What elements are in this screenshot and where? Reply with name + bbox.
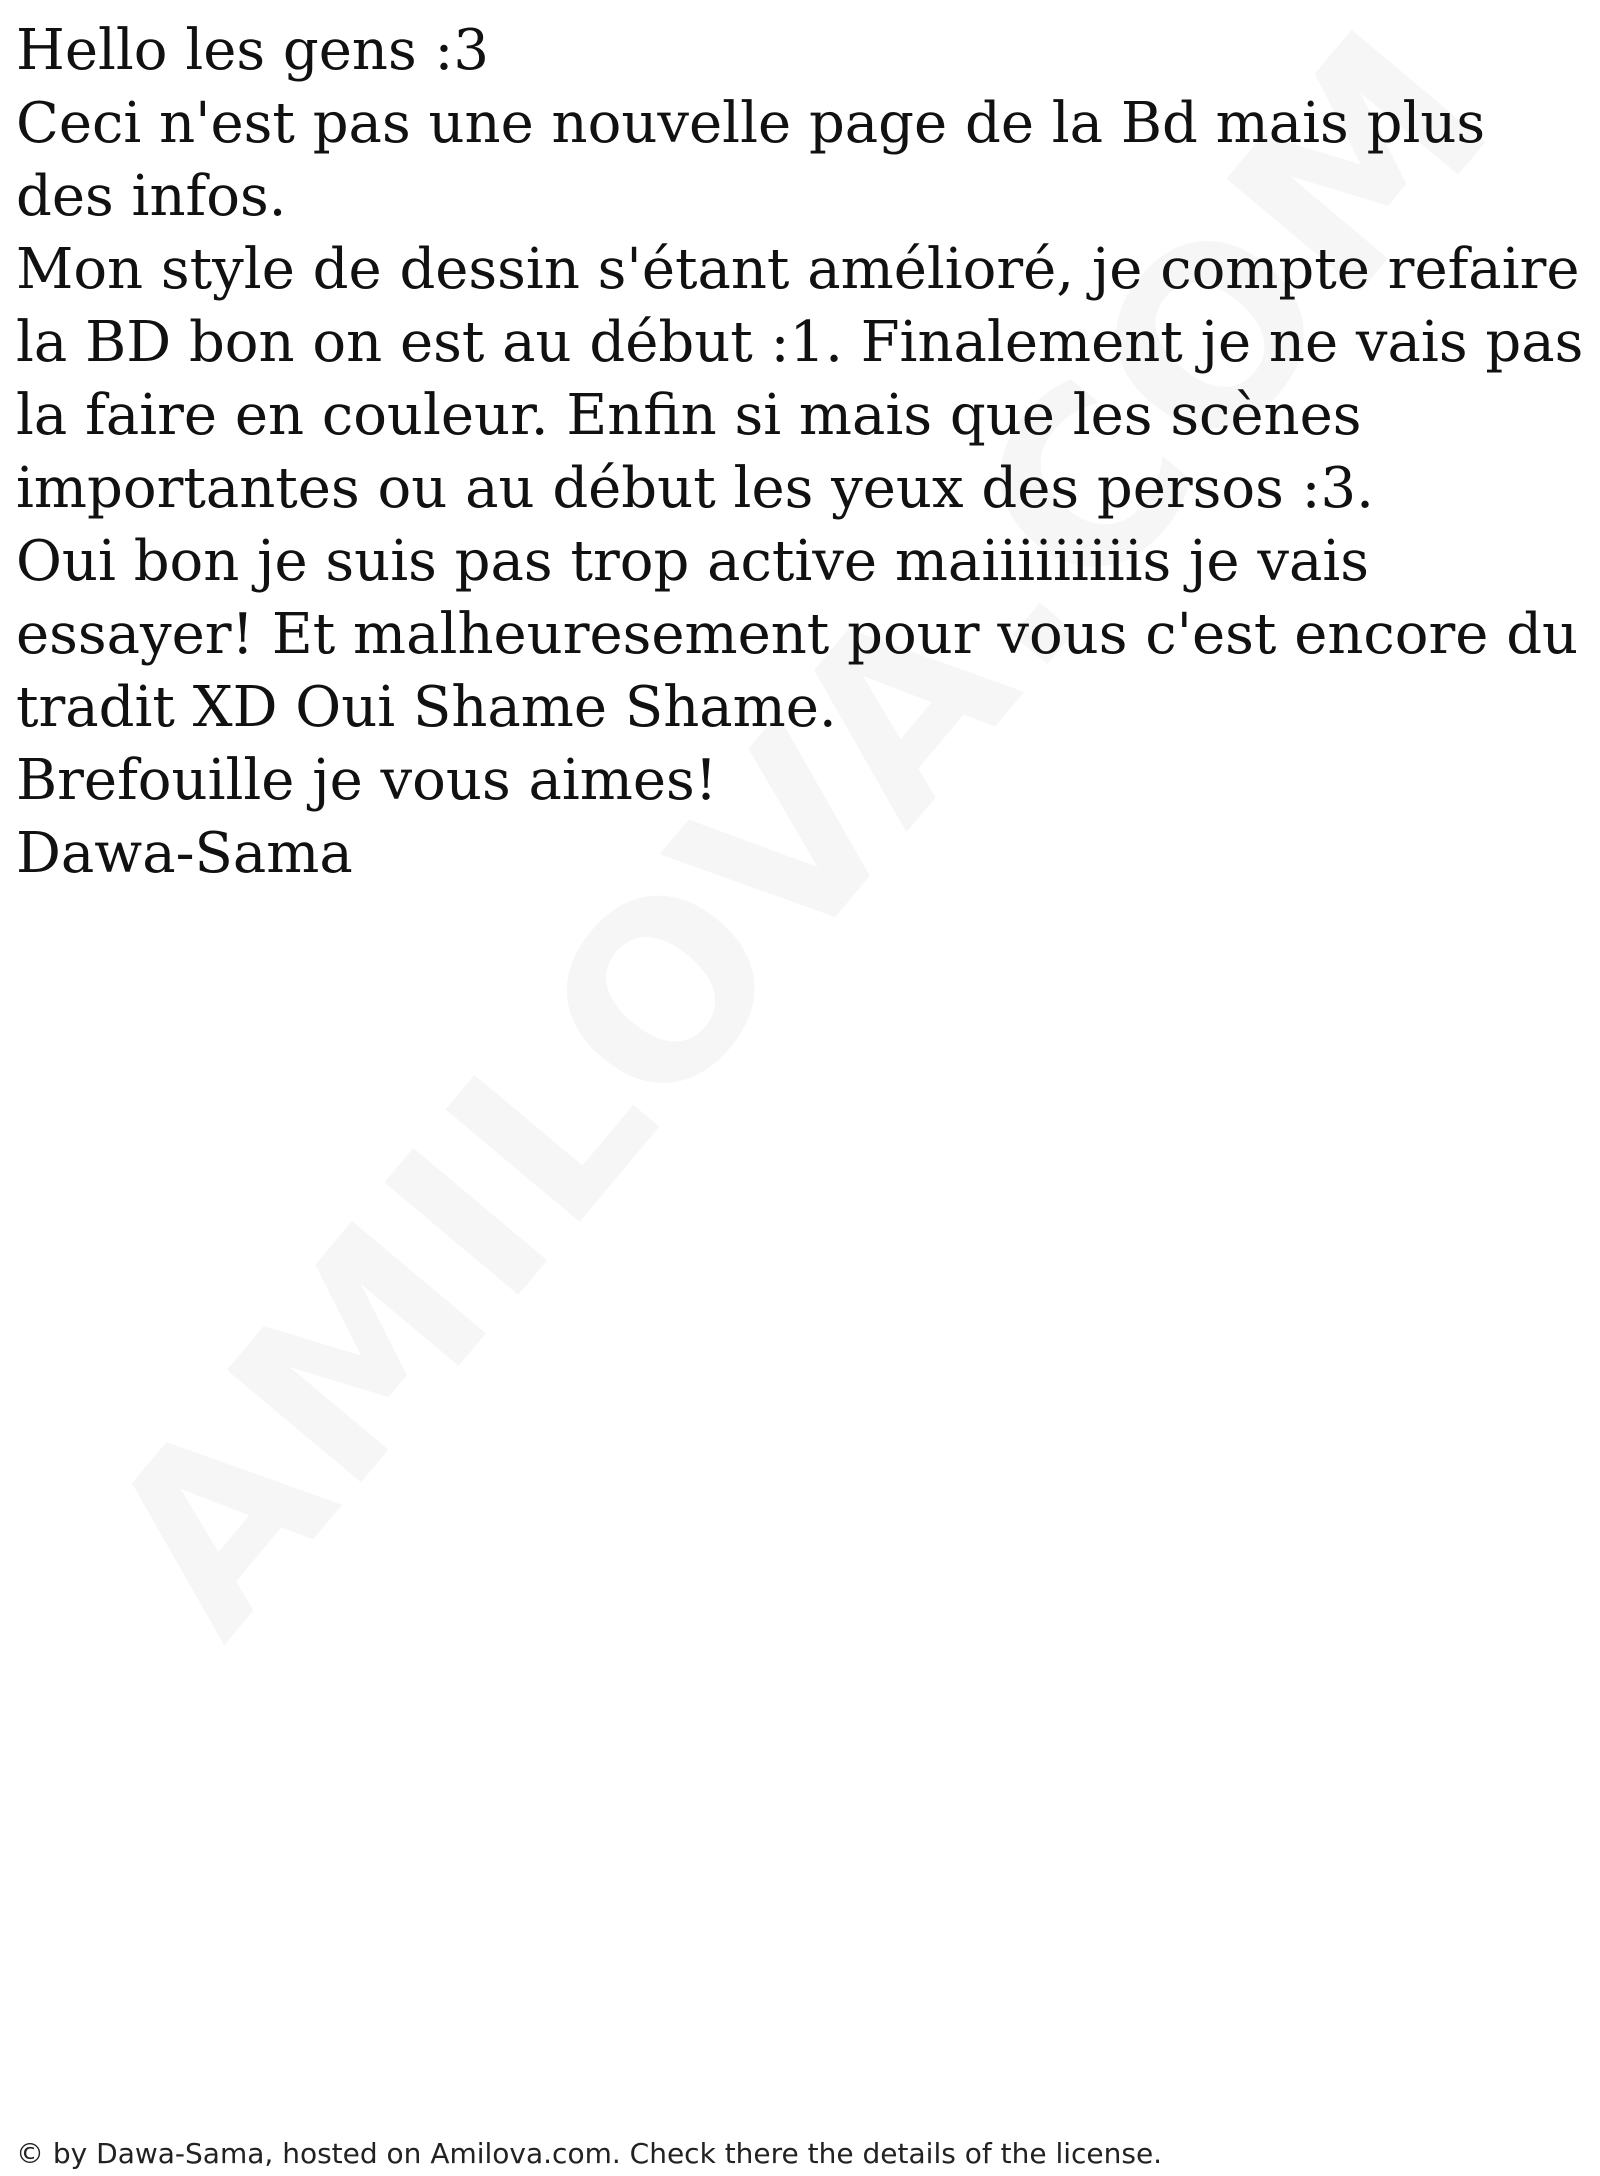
message-text bbox=[16, 14, 1596, 890]
greeting-line: Hello les gens :3 bbox=[16, 18, 489, 83]
farewell-line: Brefouille je vous aimes! bbox=[16, 748, 718, 813]
signature-line: Dawa-Sama bbox=[16, 821, 353, 886]
info-line: Ceci n'est pas une nouvelle page de la Bd mais plus des infos. bbox=[16, 91, 1486, 229]
activity-paragraph: Oui bon je suis pas trop active maiiiiiiiiis je vais essayer! Et malheuresement pour vous c'est encore du tradit XD Oui Shame Shame. bbox=[16, 529, 1579, 740]
copyright-footer: © by Dawa-Sama, hosted on Amilova.com. Check there the details of the license. bbox=[16, 2137, 1163, 2170]
drawing-style-paragraph: Mon style de dessin s'étant amélioré, je compte refaire la BD bon on est au début :1. Finalement je ne vais pas la faire en couleur. Enfin si mais que les scènes importantes ou au début les yeux des persos :3. bbox=[16, 237, 1584, 521]
